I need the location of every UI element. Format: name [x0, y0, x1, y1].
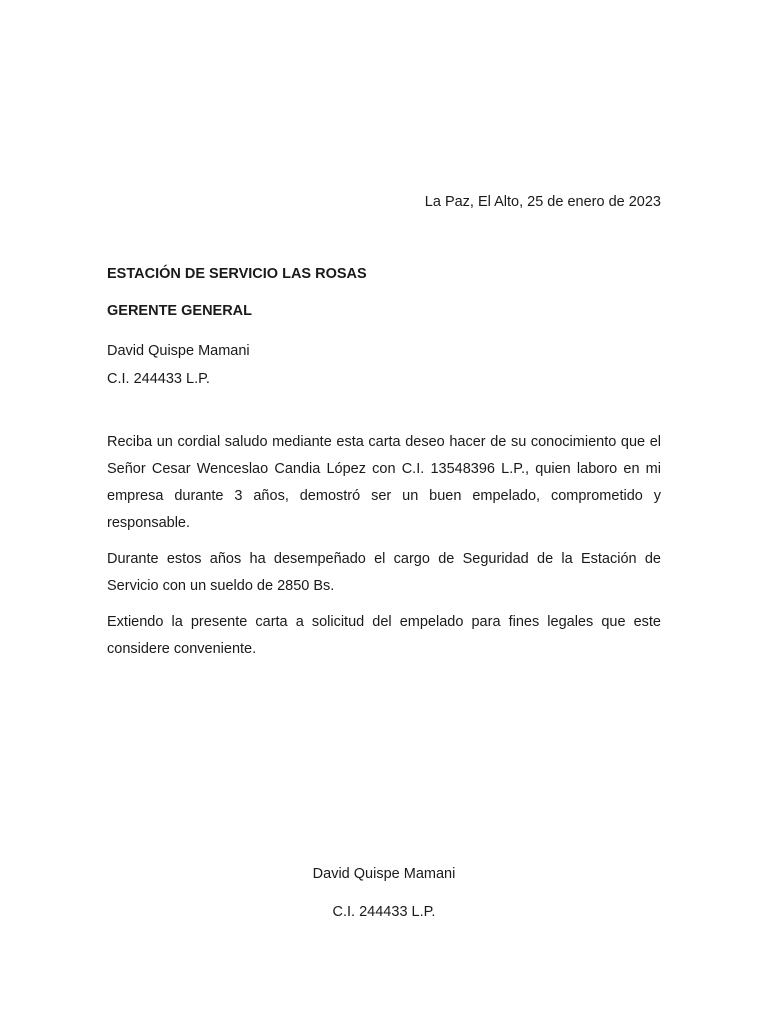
recipient-position: GERENTE GENERAL	[107, 303, 253, 319]
signature-name: David Quispe Mamani	[312, 866, 456, 882]
recipient-company: ESTACIÓN DE SERVICIO LAS ROSAS	[107, 266, 367, 282]
signature-id: C.I. 244433 L.P.	[332, 904, 436, 920]
recipient-block	[107, 264, 661, 393]
body-paragraph: Extiendo la presente carta a solicitud del empelado para fines legales que este considere conveniente.	[107, 614, 661, 657]
letter-body	[107, 429, 661, 672]
date-line: La Paz, El Alto, 25 de enero de 2023	[424, 194, 661, 210]
body-paragraph: Durante estos años ha desempeñado el cargo de Seguridad de la Estación de Servicio con un sueldo de 2850 Bs.	[107, 551, 661, 594]
recipient-name: David Quispe Mamani	[107, 343, 250, 359]
body-paragraph: Reciba un cordial saludo mediante esta carta deseo hacer de su conocimiento que el Señor Cesar Wenceslao Candia López con C.I. 13548396 L.P., quien laboro en mi empresa durante 3 años, demostró ser un buen empelado, comprometido y responsable.	[107, 434, 661, 531]
recipient-id: C.I. 244433 L.P.	[107, 371, 210, 387]
